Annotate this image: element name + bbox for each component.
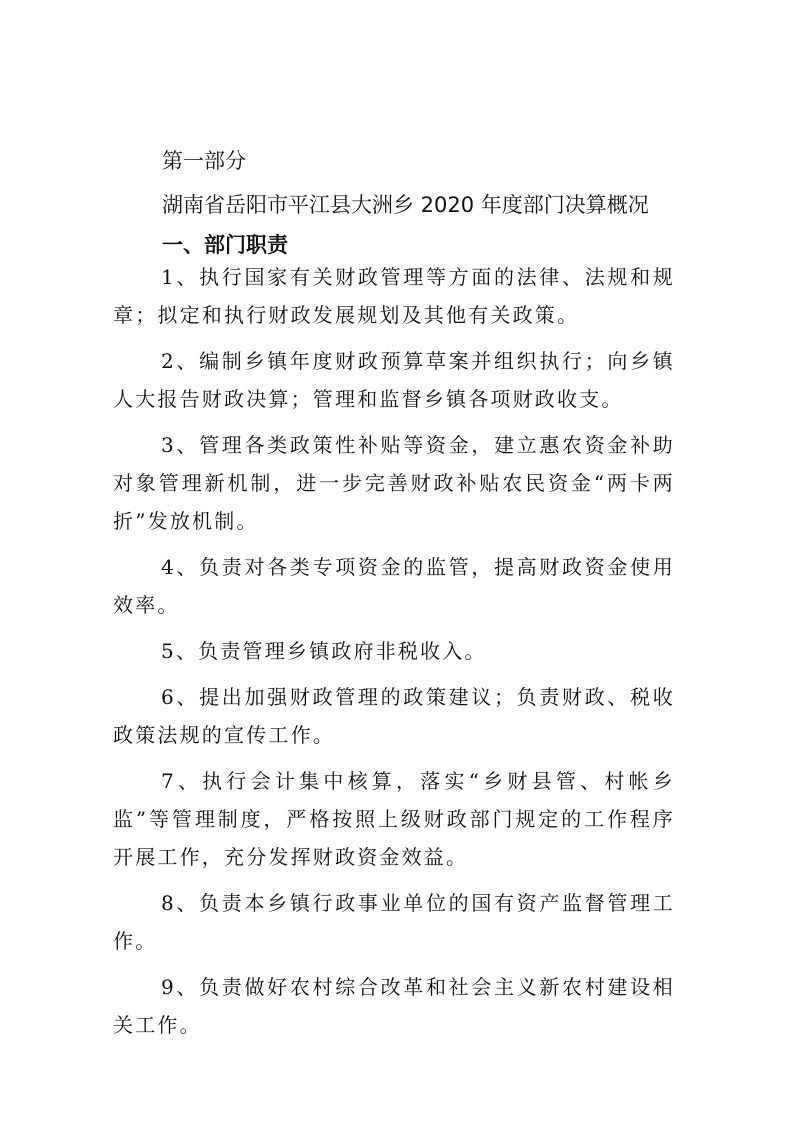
duty-paragraph-6: 6、提出加强财政管理的政策建议；负责财政、税收政策法规的宣传工作。 — [113, 685, 675, 747]
duty-paragraph-8: 8、负责本乡镇行政事业单位的国有资产监督管理工作。 — [113, 891, 675, 953]
duty-paragraph-3: 3、管理各类政策性补贴等资金，建立惠农资金补助对象管理新机制，进一步完善财政补贴农民资金“两卡两折”发放机制。 — [113, 433, 675, 533]
section-heading: 一、部门职责 — [162, 233, 288, 257]
duty-paragraph-1: 1、执行国家有关财政管理等方面的法律、法规和规章；拟定和执行财政发展规划及其他有关政策。 — [113, 265, 675, 327]
duty-paragraph-4: 4、负责对各类专项资金的监管，提高财政资金使用效率。 — [113, 555, 675, 617]
duties-list — [113, 258, 675, 1052]
duty-paragraph-7: 7、执行会计集中核算，落实“乡财县管、村帐乡监”等管理制度，严格按照上级财政部门规定的工作程序开展工作，充分发挥财政资金效益。 — [113, 769, 675, 869]
duty-paragraph-9: 9、负责做好农村综合改革和社会主义新农村建设相关工作。 — [113, 975, 675, 1037]
main-title: 湖南省岳阳市平江县大洲乡 2020 年度部门决算概况 — [162, 193, 649, 217]
duty-paragraph-5: 5、负责管理乡镇政府非税收入。 — [161, 639, 487, 663]
duty-paragraph-2: 2、编制乡镇年度财政预算草案并组织执行；向乡镇人大报告财政决算；管理和监督乡镇各项财政收支。 — [113, 349, 675, 411]
part-title: 第一部分 — [162, 149, 246, 173]
